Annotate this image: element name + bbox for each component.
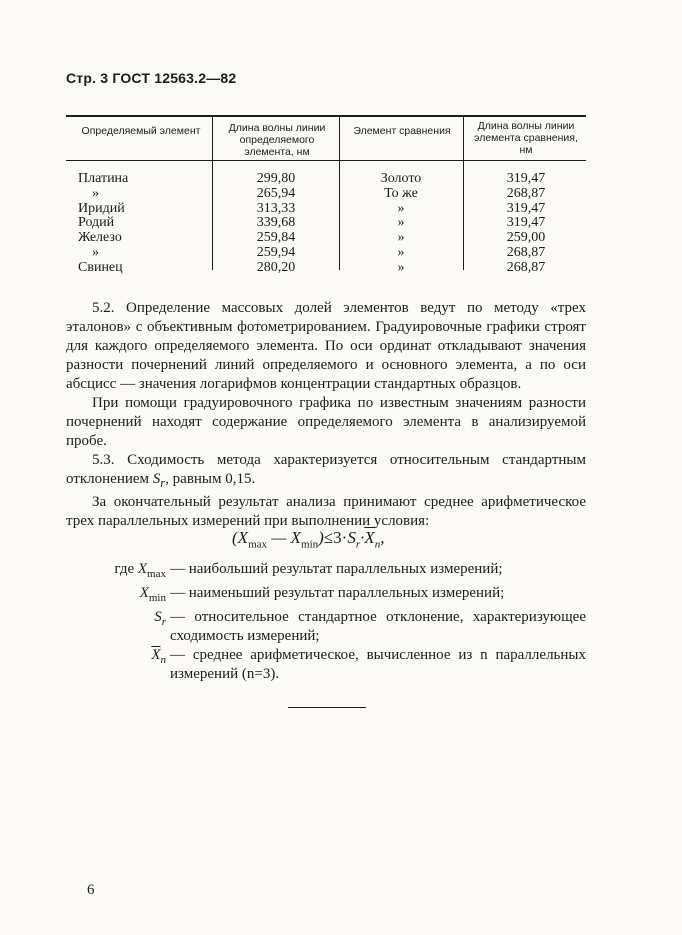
sr-symbol: $S_r$ [152,471,166,490]
page-header: Стр. 3 ГОСТ 12563.2—82 [66,70,237,86]
table-cell: » [397,230,405,246]
table-cell: 319,47 [506,215,546,231]
table-cell: 313,33 [256,200,296,216]
definition-sr: $S_r$ — относительное стандартное отклонение, характеризующее сходимость измерений; [154,609,586,644]
table-cell: 319,47 [506,200,546,216]
table-header-rule [66,160,586,161]
table-cell: 339,68 [256,215,296,231]
table-column-ref-wavelength [466,172,586,276]
table-header-ref-wavelength: Длина волны линии элемента сравнения, нм [474,120,578,156]
table-cell: Золото [380,171,422,186]
table-header-wavelength: Длина волны линии определяемого элемента, нм [228,122,326,158]
section-end-rule [288,707,366,708]
paragraph-5-3 [66,451,586,493]
table-cell: » [397,215,405,231]
table-col-divider [463,116,464,270]
table-cell: 268,87 [506,259,546,275]
table-cell: 259,84 [256,230,296,246]
text-fragment: , равным 0,15. [165,471,256,487]
table-header-reference: Элемент сравнения [353,125,451,137]
table-cell: 299,80 [256,171,296,186]
table-top-rule [66,115,586,117]
table-cell: Платина [78,171,129,186]
table-cell: 259,00 [506,230,546,246]
table-cell: » [92,185,99,201]
table-cell: » [397,259,405,275]
table-col-divider [212,116,213,270]
table-cell: Иридий [78,200,125,216]
table-column-element [78,172,208,276]
paragraph-final-result: За окончательный результат анализа принимают среднее арифметическое трех параллельных измерений при выполнении условия: [66,494,586,529]
text-fragment: 5.3. Сходимость метода характеризуется относительным стандартным отклонением [66,452,586,487]
definition-xmin: $X_{min}$ — наименьший результат параллельных измерений; [139,585,505,604]
body-text [66,299,586,531]
table-cell: 268,87 [506,244,546,260]
condition-formula: ($X_{max}$ — $X_{min})\le 3\cdot S_r\cdot\overline{X}_n$, [232,528,385,551]
definition-xn: $\overline{X}_n$ — среднее арифметическое, вычисленное из n параллельных измерений (n=3). [151,647,586,682]
table-cell: 265,94 [256,185,296,201]
definition-xmax: где $X_{max}$ — наибольший результат параллельных измерений; [114,561,503,580]
table-cell: » [92,244,99,260]
definitions-list [74,560,586,684]
table-cell: Родий [78,215,115,231]
paragraph-calibration: При помощи градуировочного графика по известным значениям разности почернений находят содержание определяемого элемента в анализируемой пробе. [66,395,586,449]
table-cell: Свинец [78,259,123,275]
table-cell: 259,94 [256,244,296,260]
table-cell: » [397,244,405,260]
table-cell: 268,87 [506,185,546,201]
table-header-element: Определяемый элемент [81,125,201,137]
table-cell: » [397,200,405,216]
table-cell: 280,20 [256,259,296,275]
page-number: 6 [87,882,95,898]
paragraph-5-2: 5.2. Определение массовых долей элементов ведут по методу «трех эталонов» с объективным фотометрированием. Градуировочные графики строят для каждого определяемого элемента. По оси ординат откладывают значения разности почернений линий определяемого и основного элемента, а по оси абсцисс — значения логарифмов концентрации стандартных образцов. [66,300,586,392]
table-cell: То же [384,185,418,201]
table-cell: Железо [78,230,122,246]
table-column-wavelength [214,172,338,276]
table-column-reference [340,172,462,276]
table-cell: 319,47 [506,171,546,186]
